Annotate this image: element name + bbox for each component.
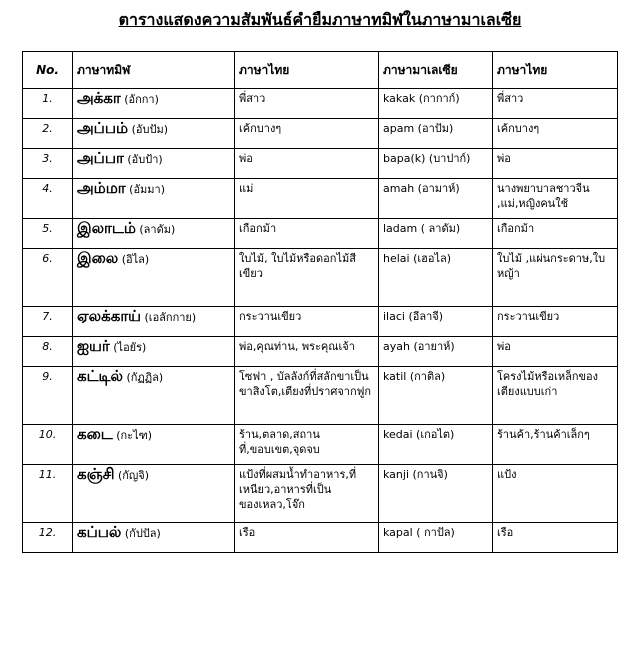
malay-word-cell: kakak (กากาก์) — [379, 89, 493, 119]
row-number: 2. — [23, 119, 73, 149]
thai-meaning-cell: พี่สาว — [235, 89, 379, 119]
tamil-word: அப்பம் — [77, 119, 129, 137]
tamil-romanization: (กะไฑ) — [116, 429, 153, 442]
thai-meaning-2-cell: เกือกม้า — [493, 219, 618, 249]
tamil-word: கடை — [77, 425, 113, 443]
tamil-word: அம்மா — [77, 179, 126, 197]
tamil-romanization: (อิไล) — [121, 253, 150, 266]
thai-meaning-cell: ใบไม้, ใบไม้หรือดอกไม้สีเขียว — [235, 249, 379, 307]
thai-meaning-cell: พ่อ — [235, 149, 379, 179]
row-number: 7. — [23, 307, 73, 337]
malay-word-cell: kanji (กานจิ) — [379, 465, 493, 523]
thai-meaning-cell: โซฟา , บัลลังก์ที่สลักขาเป็นขาสิงโต,เตียงที่ปราศจากฟูก — [235, 367, 379, 425]
thai-meaning-2-cell: นางพยาบาลชาวจีน ,แม่,หญิงคนใช้ — [493, 179, 618, 219]
thai-meaning-2-cell: กระวานเขียว — [493, 307, 618, 337]
malay-word-cell: bapa(k) (บาปาก์) — [379, 149, 493, 179]
tamil-word: ஏலக்காய் — [77, 307, 142, 325]
header-tamil: ภาษาทมิฬ — [73, 52, 235, 89]
table-row — [23, 179, 618, 219]
header-malay: ภาษามาเลเซีย — [379, 52, 493, 89]
table-body — [23, 89, 618, 553]
row-number: 12. — [23, 523, 73, 553]
thai-meaning-cell: เค้กบางๆ — [235, 119, 379, 149]
tamil-cell — [73, 367, 235, 425]
malay-word-cell: apam (อาปัม) — [379, 119, 493, 149]
table-row — [23, 523, 618, 553]
row-number: 9. — [23, 367, 73, 425]
thai-meaning-cell: แม่ — [235, 179, 379, 219]
tamil-cell — [73, 337, 235, 367]
table-header-row — [23, 52, 618, 89]
tamil-cell — [73, 249, 235, 307]
tamil-word: அக்கா — [77, 89, 121, 107]
tamil-romanization: (กัญจิ) — [117, 469, 150, 482]
table-row — [23, 465, 618, 523]
thai-meaning-2-cell: แป้ง — [493, 465, 618, 523]
thai-meaning-2-cell: เค้กบางๆ — [493, 119, 618, 149]
header-thai: ภาษาไทย — [235, 52, 379, 89]
tamil-word: அப்பா — [77, 149, 124, 167]
thai-meaning-cell: เรือ — [235, 523, 379, 553]
tamil-romanization: (อับป้า) — [127, 153, 163, 166]
thai-meaning-2-cell: พี่สาว — [493, 89, 618, 119]
row-number: 5. — [23, 219, 73, 249]
malay-word-cell: kapal ( กาปัล) — [379, 523, 493, 553]
malay-word-cell: kedai (เกอไต) — [379, 425, 493, 465]
tamil-word: கப்பல் — [77, 523, 122, 541]
malay-word-cell: helai (เฮอไล) — [379, 249, 493, 307]
tamil-cell — [73, 179, 235, 219]
loanword-table — [22, 51, 618, 553]
row-number: 8. — [23, 337, 73, 367]
thai-meaning-2-cell: พ่อ — [493, 337, 618, 367]
table-row — [23, 219, 618, 249]
thai-meaning-cell: กระวานเขียว — [235, 307, 379, 337]
thai-meaning-cell: เกือกม้า — [235, 219, 379, 249]
tamil-word: இலை — [77, 249, 119, 267]
thai-meaning-cell: แป้งที่ผสมน้ำทำอาหาร,ที่เหนียว,อาหารที่เป็นของเหลว,โจ๊ก — [235, 465, 379, 523]
tamil-cell — [73, 307, 235, 337]
thai-meaning-2-cell: โครงไม้หรือเหล็กของเตียงแบบเก่า — [493, 367, 618, 425]
header-no: No. — [23, 52, 73, 89]
header-thai-2: ภาษาไทย — [493, 52, 618, 89]
tamil-cell — [73, 89, 235, 119]
row-number: 11. — [23, 465, 73, 523]
row-number: 6. — [23, 249, 73, 307]
table-row — [23, 337, 618, 367]
malay-word-cell: ayah (อายาห์) — [379, 337, 493, 367]
tamil-romanization: (อักกา) — [124, 93, 159, 106]
table-row — [23, 249, 618, 307]
tamil-cell — [73, 465, 235, 523]
malay-word-cell: amah (อามาห์) — [379, 179, 493, 219]
tamil-word: இலாடம் — [77, 219, 136, 237]
tamil-cell — [73, 149, 235, 179]
tamil-romanization: (ไอยัร) — [113, 341, 147, 354]
table-row — [23, 119, 618, 149]
row-number: 1. — [23, 89, 73, 119]
table-row — [23, 149, 618, 179]
table-row — [23, 425, 618, 465]
thai-meaning-2-cell: พ่อ — [493, 149, 618, 179]
tamil-romanization: (ลาดัม) — [139, 223, 176, 236]
malay-word-cell: katil (กาติล) — [379, 367, 493, 425]
tamil-romanization: (เอลักกาย) — [144, 311, 197, 324]
tamil-word: கஞ்சி — [77, 465, 115, 483]
tamil-romanization: (อัมมา) — [129, 183, 166, 196]
page-title: ตารางแสดงความสัมพันธ์คำยืมภาษาทมิฬในภาษามาเลเซีย — [118, 10, 522, 29]
malay-word-cell: ilaci (อีลาจี) — [379, 307, 493, 337]
thai-meaning-cell: พ่อ,คุณท่าน, พระคุณเจ้า — [235, 337, 379, 367]
tamil-word: கட்டில் — [77, 367, 123, 385]
row-number: 10. — [23, 425, 73, 465]
thai-meaning-cell: ร้าน,ตลาด,สถานที่,ขอบเขต,จุดจบ — [235, 425, 379, 465]
tamil-word: ஐயர் — [77, 337, 110, 355]
tamil-cell — [73, 119, 235, 149]
tamil-cell — [73, 219, 235, 249]
malay-word-cell: ladam ( ลาดัม) — [379, 219, 493, 249]
row-number: 4. — [23, 179, 73, 219]
thai-meaning-2-cell: เรือ — [493, 523, 618, 553]
tamil-romanization: (กัฏฏิล) — [126, 371, 164, 384]
table-row — [23, 307, 618, 337]
thai-meaning-2-cell: ใบไม้ ,แผ่นกระดาษ,ใบหญ้า — [493, 249, 618, 307]
row-number: 3. — [23, 149, 73, 179]
thai-meaning-2-cell: ร้านค้า,ร้านค้าเล็กๆ — [493, 425, 618, 465]
tamil-cell — [73, 425, 235, 465]
tamil-romanization: (กัปปัล) — [124, 527, 161, 540]
table-row — [23, 89, 618, 119]
tamil-cell — [73, 523, 235, 553]
table-row — [23, 367, 618, 425]
tamil-romanization: (อับปัม) — [131, 123, 168, 136]
